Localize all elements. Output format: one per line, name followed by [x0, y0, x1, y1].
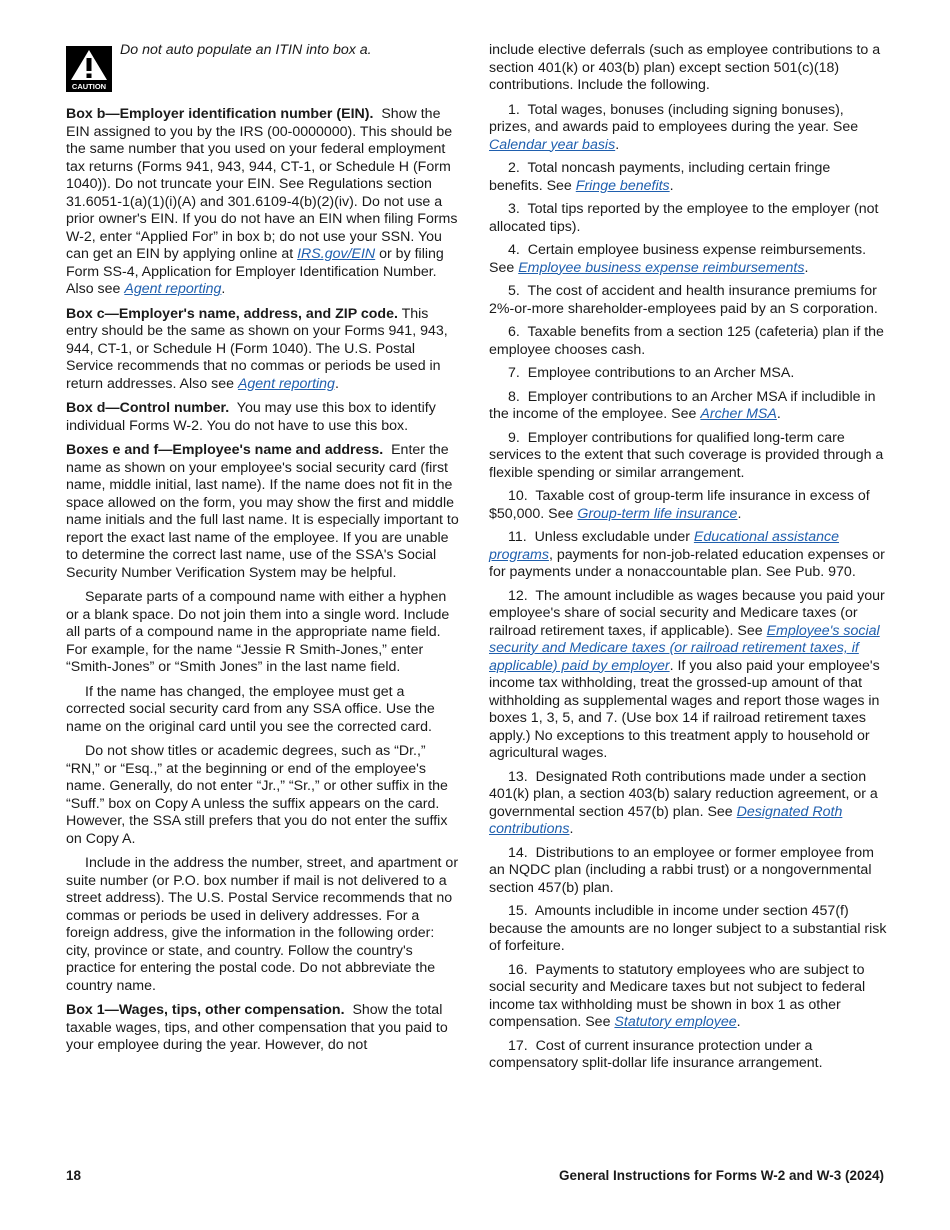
box-1-intro: include elective deferrals (such as employee contributions to a section 401(k) or 403(b) plan) except section 501(c)(18) contributions. Include the following. — [489, 42, 881, 93]
box-c-text-end: . — [334, 375, 339, 392]
list-item-text: Designated Roth contributions made under a section 401(k) plan, a section 403(b) salary reduction agreement, or a governmental section 457(b) plan. See — [489, 768, 878, 820]
list-item-text: Amounts includible in income under section 457(f) because the amounts are no longer subject to a substantial risk of forfeiture. — [489, 903, 887, 954]
list-item — [489, 529, 887, 582]
list-item-link[interactable]: Group-term life insurance — [577, 505, 738, 522]
list-item-number: 6. — [508, 324, 520, 340]
box-b-text-1: Show the EIN assigned to you by the IRS (00-0000000). This should be the same number that you used on your federal employment tax returns (Forms 941, 943, 944, CT-1, or Schedule H (Form 1040)). Do not truncate your EIN. See Regulations section 31.6051-1(a)(1)(i)(A) and 301.6109-4(b)(2)(iv). Do not use a prior owner's EIN. If you do not have an EIN when filing Forms W-2, enter “Applied For” in box b; do not use your SSN. You can get an EIN by applying online at — [66, 106, 458, 262]
list-item-link[interactable]: Archer MSA — [700, 406, 777, 422]
list-item-link[interactable]: Statutory employee — [614, 1014, 737, 1030]
list-item-text: Certain employee business expense reimbursements. See — [489, 242, 867, 276]
left-column — [66, 42, 462, 1062]
list-item-text: Total tips reported by the employee to the employer (not allocated tips). — [489, 201, 879, 235]
list-item-link[interactable]: Calendar year basis — [489, 136, 616, 153]
list-item — [489, 588, 887, 763]
list-item-number: 11. — [508, 529, 527, 545]
list-item-number: 5. — [508, 283, 520, 299]
list-item-number: 13. — [508, 768, 528, 785]
list-item-number: 10. — [508, 488, 528, 504]
box-d-text: You may use this box to identify individual Forms W-2. You do not have to use this box. — [66, 400, 436, 434]
irs-ein-link[interactable]: IRS.gov/EIN — [297, 246, 376, 262]
agent-reporting-link[interactable]: Agent reporting — [124, 281, 222, 297]
list-item — [489, 1038, 887, 1073]
caution-icon-label: CAUTION — [71, 82, 107, 91]
list-item-text: Total wages, bonuses (including signing bonuses), prizes, and awards paid to employees during the year. See — [489, 101, 859, 135]
list-item-link[interactable]: Employee's social security and Medicare taxes (or railroad retirement taxes, if applicable) paid by employer — [489, 622, 880, 674]
list-item-text: Employer contributions to an Archer MSA if includible in the income of the employee. See — [489, 388, 876, 422]
list-item-text: The cost of accident and health insurance premiums for 2%-or-more shareholder-employees paid by an S corporation. — [489, 283, 878, 317]
list-item-text: Cost of current insurance protection under a compensatory split-dollar life insurance arrangement. — [489, 1037, 823, 1071]
box-d-heading: Box d—Control number. — [66, 400, 230, 416]
box-d-section — [66, 400, 462, 435]
list-item-text: Total noncash payments, including certain fringe benefits. See — [489, 160, 831, 194]
list-item — [489, 102, 887, 155]
list-item — [489, 160, 887, 195]
list-item-link[interactable]: Fringe benefits — [575, 177, 670, 194]
list-item — [489, 903, 887, 956]
box-b-text-3: . — [221, 281, 226, 297]
list-item-number: 16. — [508, 961, 528, 978]
list-item-text: Employee contributions to an Archer MSA. — [527, 365, 795, 381]
list-item-text-after: . — [804, 259, 809, 276]
list-item-text: The amount includible as wages because you paid your employee's share of social security and Medicare taxes (or railroad retirement taxes, if applicable). See — [489, 587, 885, 639]
list-item — [489, 324, 887, 359]
list-item-number: 17. — [508, 1037, 528, 1054]
list-item — [489, 201, 887, 236]
list-item-text-after: . — [737, 505, 742, 522]
list-item-text: Taxable cost of group-term life insurance in excess of $50,000. See — [489, 488, 870, 522]
list-item — [489, 430, 887, 483]
box-1-heading: Box 1—Wages, tips, other compensation. — [66, 1002, 345, 1018]
agent-reporting-link-2[interactable]: Agent reporting — [237, 375, 335, 392]
footer-title: General Instructions for Forms W-2 and W-3 (2024) — [558, 1168, 884, 1183]
list-item — [489, 365, 887, 383]
list-item-text: Unless excludable under — [534, 529, 690, 545]
list-item-text: Taxable benefits from a section 125 (cafeteria) plan if the employee chooses cash. — [489, 324, 884, 358]
list-item-text-after: . — [736, 1014, 741, 1030]
list-item-number: 4. — [508, 242, 520, 258]
list-item-text-after: . — [669, 177, 674, 194]
box-1-text: Show the total taxable wages, tips, and other compensation that you paid to your employee during the year. However, do not — [66, 1002, 448, 1053]
list-item-text: Distributions to an employee or former employee from an NQDC plan (including a rabbi trust) or a nongovernmental section 457(b) plan. — [489, 844, 874, 896]
address-paragraph: Include in the address the number, street, and apartment or suite number (or P.O. box number if mail is not delivered to a street address). The U.S. Postal Service recommends that no commas or periods be used in delivery addresses. For a foreign address, give the information in the following order: city, province or state, and country. Follow the country's practice for entering the postal code. Do not abbreviate the country name. — [66, 855, 459, 994]
name-change-paragraph: If the name has changed, the employee must get a corrected social security card from any SSA office. Use the name on the original card until you see the corrected card. — [66, 683, 435, 735]
right-column — [489, 42, 887, 1079]
list-item — [489, 283, 887, 318]
list-item-text: Payments to statutory employees who are subject to social security and Medicare taxes but not subject to federal income tax withholding must be shown in box 1 as other compensation. See — [489, 961, 866, 1030]
list-item-number: 8. — [508, 388, 520, 405]
box-c-heading: Box c—Employer's name, address, and ZIP code. — [66, 305, 398, 322]
list-item-text-after: . — [615, 136, 620, 153]
list-item-link[interactable]: Educational assistance programs — [489, 529, 840, 563]
box-b-text-2: or by filing Form SS-4, Application for Employer Identification Number. Also see — [66, 246, 444, 297]
list-item-text-after: . — [569, 821, 574, 837]
list-item-text-after: , payments for non-job-related education expenses or for payments under a nonaccountable plan. See Pub. 970. — [489, 546, 885, 580]
list-item-link[interactable]: Employee business expense reimbursements — [518, 259, 805, 276]
list-item-number: 3. — [508, 201, 520, 217]
box-1-item-list — [489, 102, 887, 1073]
list-item — [489, 769, 887, 839]
compound-name-paragraph: Separate parts of a compound name with either a hyphen or a blank space. Do not join them into a single word. Include all parts of a compound name in the appropriate name field. For example, for the name “Jessie R Smith-Jones,” enter “Smith-Jones” or “Smith Jones” in the last name field. — [66, 589, 450, 675]
list-item — [489, 242, 887, 277]
list-item — [489, 962, 887, 1032]
list-item-number: 7. — [508, 365, 520, 381]
titles-paragraph: Do not show titles or academic degrees, such as “Dr.,” “RN,” or “Esq.,” at the beginning or end of the employee's name. Generally, do not enter “Jr.,” “Sr.,” or other suffix in the “Suff.” box on Copy A unless the suffix appears on the card. However, the SSA still prefers that you do not enter the suffix on Copy A. — [66, 743, 448, 847]
box-b-heading: Box b—Employer identification number (EIN). — [66, 106, 374, 122]
box-ef-heading: Boxes e and f—Employee's name and address. — [66, 442, 384, 458]
list-item-text-after: . — [776, 406, 781, 422]
list-item — [489, 488, 887, 523]
list-item — [489, 845, 887, 898]
list-item-text-after: . If you also paid your employee's income tax withholding, treat the grossed-up amount of that withholding as supplemental wages and report those wages in boxes 1, 3, 5, and 7. (Use box 14 if railroad retirement taxes apply.) No exceptions to this treatment apply to household or agricultural wages. — [489, 657, 880, 761]
list-item-number: 9. — [508, 429, 520, 446]
box-ef-text: Enter the name as shown on your employee's social security card (first name, middle initial, last name). If the name does not fit in the space allowed on the form, you may show the first and middle name initials and the full last name. It is especially important to report the exact last name of the employee. If you are unable to determine the correct last name, use of the SSA's Social Security Number Verification System may be helpful. — [66, 442, 459, 581]
list-item-number: 14. — [508, 844, 528, 861]
caution-note — [66, 42, 462, 92]
list-item-number: 1. — [508, 101, 520, 118]
list-item-number: 12. — [508, 587, 528, 604]
list-item — [489, 389, 887, 424]
box-c-section — [66, 306, 462, 394]
box-b-section — [66, 106, 462, 299]
box-1-section — [66, 1002, 462, 1055]
box-c-text: This entry should be the same as shown on your Forms 941, 943, 944, CT-1, or Schedule H (Form 1040). The U.S. Postal Service recommends that no commas or periods be used in return addresses. Also see — [66, 305, 448, 392]
box-ef-section — [66, 442, 462, 582]
caution-text: Do not auto populate an ITIN into box a. — [120, 42, 372, 58]
list-item-text: Employer contributions for qualified long-term care services to the extent that such coverage is provided through a flexible spending or similar arrangement. — [489, 429, 884, 481]
list-item-link[interactable]: Designated Roth contributions — [489, 803, 843, 837]
caution-icon — [66, 46, 112, 92]
page-number: 18 — [66, 1168, 82, 1183]
list-item-number: 2. — [508, 160, 520, 176]
list-item-number: 15. — [508, 903, 528, 919]
